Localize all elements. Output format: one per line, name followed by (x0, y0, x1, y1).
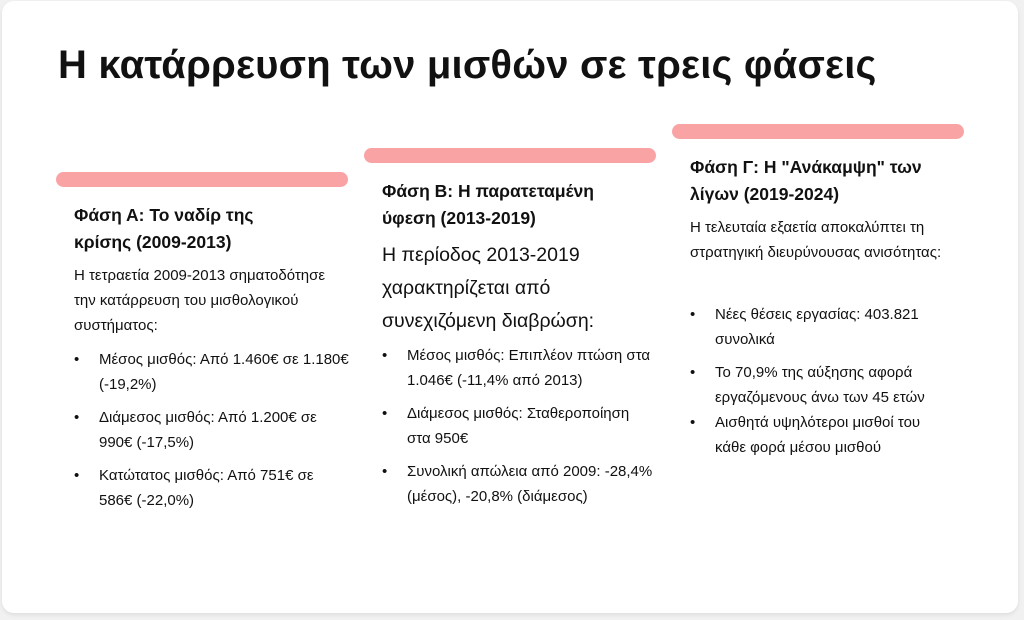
bullet-list (74, 347, 349, 513)
phase-intro: Η τετραετία 2009-2013 σηματοδότησε την κατάρρευση του μισθολογικού συστήματος: (74, 267, 326, 334)
list-item: • Μέσος μισθός: Από 1.460€ σε 1.180€ (-19,2%) (74, 347, 349, 397)
accent-bar (672, 124, 964, 139)
list-item: • Νέες θέσεις εργασίας: 403.821 συνολικά (690, 302, 930, 352)
list-item: • Διάμεσος μισθός: Σταθεροποίηση στα 950€ (382, 401, 657, 451)
list-item: • Το 70,9% της αύξησης αφορά εργαζόμενους άνω των 45 ετών (690, 360, 930, 410)
phase-heading: Φάση Γ: Η "Ανάκαμψη" των λίγων (2019-2024) (690, 157, 922, 204)
list-item: • Συνολική απώλεια από 2009: -28,4% (μέσος), -20,8% (διάμεσος) (382, 459, 657, 509)
phase-column-c (672, 124, 962, 504)
list-item: • Κατώτατος μισθός: Από 751€ σε 586€ (-22,0%) (74, 463, 349, 513)
list-item: • Μέσος μισθός: Επιπλέον πτώση στα 1.046€ (-11,4% από 2013) (382, 343, 657, 393)
accent-bar (56, 172, 348, 187)
phase-column-a (56, 172, 349, 532)
slide (2, 1, 1018, 613)
page-title: Η κατάρρευση των μισθών σε τρεις φάσεις (58, 43, 877, 87)
bullet-list (690, 302, 930, 460)
accent-bar (364, 148, 656, 163)
bullet-list (382, 343, 657, 509)
phase-heading: Φάση Α: Το ναδίρ της κρίσης (2009-2013) (74, 205, 254, 252)
list-item: • Αισθητά υψηλότεροι μισθοί του κάθε φορά μέσου μισθού (690, 410, 930, 460)
phase-column-b (364, 148, 654, 568)
list-item: • Διάμεσος μισθός: Από 1.200€ σε 990€ (-17,5%) (74, 405, 349, 455)
phase-intro: Η περίοδος 2013-2019 χαρακτηρίζεται από συνεχιζόμενη διαβρώση: (382, 244, 595, 332)
phase-intro: Η τελευταία εξαετία αποκαλύπτει τη στρατηγική διευρύνουσας ανισότητας: (690, 219, 942, 261)
phase-heading: Φάση Β: Η παρατεταμένη ύφεση (2013-2019) (382, 181, 594, 228)
